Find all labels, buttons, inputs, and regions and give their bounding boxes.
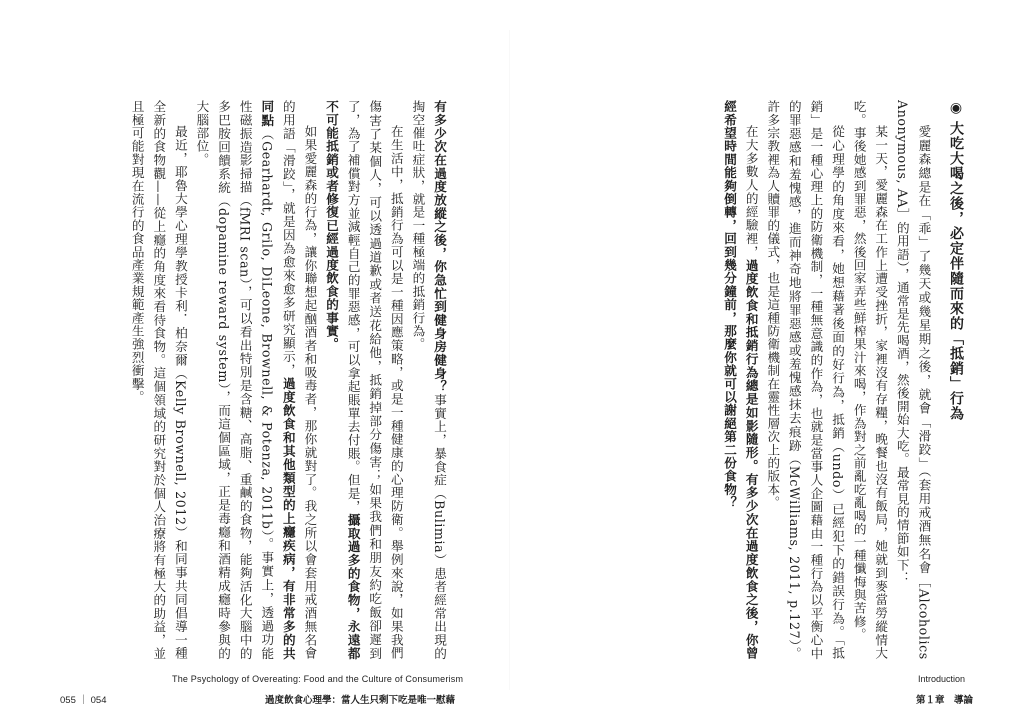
paragraph-text: 事實上，暴食症（Bulimia）患者經常出現的掏空催吐症狀，就是一種極端的抵銷行為。: [410, 100, 447, 660]
paragraph: [191, 100, 321, 660]
paragraph: 從心理學的角度來看，她想藉著後面的好行為，抵銷（undo）已經犯下的錯誤行為。「抵銷」是一種心理上的防衛機制，一種無意識的作為，也就是當事人企圖藉由一種行為以平衡心中的罪惡感和羞愧感，進而神奇地將罪惡感或羞愧感抹去痕跡（McWilliams, 2011, p.127）。許多宗教裡為人贖罪的儀式，也是這種防衛機制在靈性層次上的版本。: [765, 100, 846, 660]
bold-emphasis: 過度飲食和抵銷行為總是如影隨形。有多少次在過度飲食之後，你曾經希望時間能夠倒轉，回到幾分鐘前，那麼你就可以謝絕第二份食物？: [722, 100, 759, 660]
paragraph: 愛麗森總是在「乖」了幾天或幾星期之後，就會「滑跤」（套用戒酒無名會［Alcoholics Anonymous, AA］的用語），通常是先喝酒，然後開始大吃。最常見的情節如下：: [894, 100, 932, 660]
paragraph-text: （Gearhardt, Grilo, DiLeone, Brownell, & Potenza, 2011b）。事實上，透過功能性磁振造影掃描（fMRI scan），可以看出特別是含糖、高脂、重鹹的食物，能夠活化大腦中的多巴胺回饋系統（dopamine reward system），而這個區域，正是毒癮和酒精成癮時參與的大腦部位。: [194, 100, 275, 660]
heading-text: 大吃大喝之後，必定伴隨而來的「抵銷」行為: [948, 121, 964, 421]
paragraph: [407, 100, 450, 660]
book-title-chinese: 過度飲食心理學：當人生只剩下吃是唯一慰藉: [265, 695, 456, 706]
section-label: Introduction: [918, 674, 966, 684]
page-numbers: 055 ｜ 054: [60, 695, 107, 706]
bold-emphasis: 有多少次在過度放縱之後，你急忙到健身房健身？: [432, 100, 447, 394]
right-page: [580, 100, 966, 660]
paragraph-text: 在生活中，抵銷行為可以是一種因應策略，或是一種健康的心理防衛。舉例來說，如果我們傷害了某個人，可以透過道歉或者送花給他，抵銷掉部分傷害；如果我們和朋友約吃飯卻遲到了，為了補償對方並減輕自己的罪惡感，可以拿起賬單去付賬。但是，: [345, 100, 404, 660]
chapter-label: 第１章 導論: [916, 695, 974, 706]
paragraph: [320, 100, 406, 660]
left-page: [116, 100, 450, 660]
book-title-english: The Psychology of Overeating: Food and the Culture of Consumerism: [172, 674, 464, 684]
bold-emphasis: 攝取過多的食物，永遠都不可能抵銷或者修復已經過度飲食的事實。: [324, 100, 361, 660]
paragraph-text: 在大多數人的經驗裡，: [743, 125, 759, 259]
section-heading: [944, 100, 966, 660]
bullet-icon: ◉: [948, 100, 964, 117]
paragraph: [718, 100, 761, 660]
book-gutter: [509, 30, 510, 690]
paragraph-text: 如果愛麗森的行為，讓你聯想起酗酒者和吸毒者，那你就對了。我之所以會套用戒酒無名會的用語「滑跤」，就是因為愈來愈多研究顯示，: [280, 100, 318, 660]
bold-emphasis: 過度飲食和其他類型的上癮疾病，有非常多的共同點: [259, 100, 296, 660]
paragraph: 某一天，愛麗森在工作上遭受挫折，家裡沒有存糧，晚餐也沒有飯局，她就到麥當勞縱情大吃。事後她感到罪惡，然後回家弄些鮮榨果汁來喝，作為對之前亂吃亂喝的一種懺悔與苦修。: [851, 100, 889, 660]
paragraph: 最近，耶魯大學心理學教授卡利．柏奈爾（Kelly Brownell, 2012）和同事共同倡導一種全新的食物觀——從上癮的角度來看待食物。這個領域的研究對於個人治療將有極大的助益，並且極可能對現在流行的食品產業規範產生強烈衝擊。: [129, 100, 188, 660]
